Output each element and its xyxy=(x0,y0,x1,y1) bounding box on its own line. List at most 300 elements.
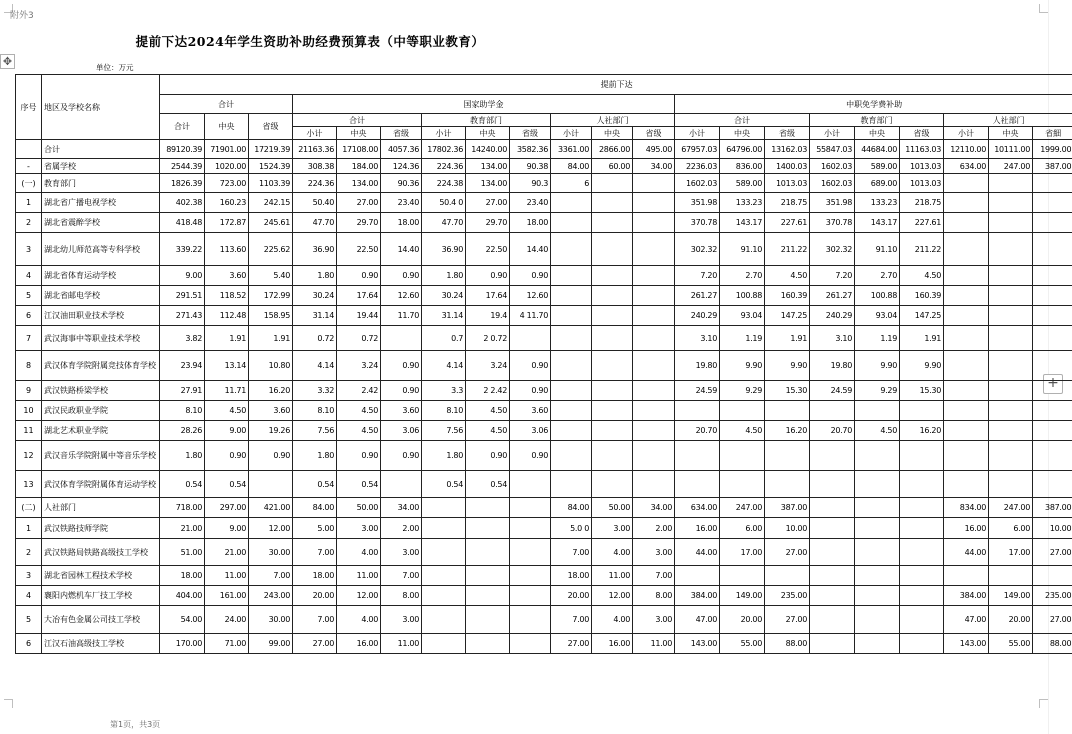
value-cell: 23.40 xyxy=(381,193,422,213)
value-cell: 60.00 xyxy=(592,159,633,174)
header-col-central: 中央 xyxy=(720,127,765,140)
value-cell xyxy=(810,401,855,421)
value-cell xyxy=(633,401,675,421)
value-cell: 9.00 xyxy=(205,518,249,539)
value-cell xyxy=(900,471,944,498)
value-cell xyxy=(765,471,810,498)
value-cell xyxy=(989,381,1033,401)
header-col-province: 省级 xyxy=(633,127,675,140)
value-cell: 19.4 xyxy=(466,306,510,326)
page-footer: 第1页，共3页 xyxy=(110,720,161,729)
table-row xyxy=(16,213,1072,233)
value-cell: 9.29 xyxy=(855,381,900,401)
row-seq: (一) xyxy=(16,174,42,193)
value-cell: 0.90 xyxy=(510,381,551,401)
header-waiver-edu: 教育部门 xyxy=(810,114,944,127)
value-cell: 55.00 xyxy=(989,634,1033,654)
value-cell: 387.00 xyxy=(1033,498,1072,518)
value-cell: 240.29 xyxy=(675,306,720,326)
value-cell xyxy=(900,634,944,654)
value-cell: 1999.00 xyxy=(1033,140,1072,159)
table-row xyxy=(16,606,1072,634)
value-cell: 247.00 xyxy=(989,159,1033,174)
header-col-province: 省级 xyxy=(381,127,422,140)
value-cell xyxy=(944,471,989,498)
value-cell: 218.75 xyxy=(900,193,944,213)
value-cell xyxy=(249,471,293,498)
value-cell xyxy=(989,471,1033,498)
value-cell xyxy=(510,498,551,518)
value-cell: 24.00 xyxy=(205,606,249,634)
value-cell: 0.54 xyxy=(422,471,466,498)
row-name: 教育部门 xyxy=(42,174,160,193)
value-cell: 18.00 xyxy=(510,213,551,233)
value-cell xyxy=(944,381,989,401)
row-seq: 5 xyxy=(16,286,42,306)
value-cell: 12.00 xyxy=(249,518,293,539)
value-cell xyxy=(466,498,510,518)
value-cell: 404.00 xyxy=(160,586,205,606)
value-cell: 0.72 xyxy=(337,326,381,351)
value-cell: 22.50 xyxy=(337,233,381,266)
value-cell: 27.00 xyxy=(337,193,381,213)
value-cell xyxy=(675,441,720,471)
value-cell: 44684.00 xyxy=(855,140,900,159)
value-cell xyxy=(466,539,510,566)
value-cell xyxy=(810,539,855,566)
value-cell: 30.00 xyxy=(249,539,293,566)
value-cell: 12.00 xyxy=(592,586,633,606)
value-cell: 13162.03 xyxy=(765,140,810,159)
header-col-central: 中央 xyxy=(989,127,1033,140)
value-cell xyxy=(633,174,675,193)
table-row xyxy=(16,174,1072,193)
value-cell xyxy=(675,566,720,586)
value-cell: 11.70 xyxy=(381,306,422,326)
row-name: 湖北省广播电视学校 xyxy=(42,193,160,213)
value-cell xyxy=(551,421,592,441)
value-cell: 271.43 xyxy=(160,306,205,326)
table-row xyxy=(16,286,1072,306)
value-cell: 0.90 xyxy=(381,381,422,401)
value-cell: 9.00 xyxy=(160,266,205,286)
value-cell xyxy=(381,471,422,498)
value-cell: 224.36 xyxy=(422,159,466,174)
table-move-handle-icon[interactable]: ✥ xyxy=(0,54,15,69)
row-name: 武汉音乐学院附属中等音乐学校 xyxy=(42,441,160,471)
value-cell: 0.54 xyxy=(337,471,381,498)
value-cell xyxy=(765,566,810,586)
value-cell xyxy=(592,174,633,193)
value-cell: 0.90 xyxy=(510,266,551,286)
value-cell xyxy=(1033,286,1072,306)
value-cell: 3361.00 xyxy=(551,140,592,159)
table-row xyxy=(16,566,1072,586)
value-cell: 16.20 xyxy=(249,381,293,401)
header-col-central: 中央 xyxy=(592,127,633,140)
value-cell: 4.50 xyxy=(855,421,900,441)
value-cell: 0.54 xyxy=(293,471,337,498)
value-cell: 247.00 xyxy=(720,498,765,518)
value-cell: 1602.03 xyxy=(810,174,855,193)
value-cell: 134.00 xyxy=(466,159,510,174)
value-cell: 100.88 xyxy=(855,286,900,306)
value-cell: 12110.00 xyxy=(944,140,989,159)
value-cell: 27.00 xyxy=(765,606,810,634)
value-cell: 8.00 xyxy=(633,586,675,606)
value-cell: 1013.03 xyxy=(900,174,944,193)
value-cell: 143.17 xyxy=(720,213,765,233)
value-cell xyxy=(592,306,633,326)
row-seq: 6 xyxy=(16,634,42,654)
value-cell: 27.00 xyxy=(551,634,592,654)
value-cell: 211.22 xyxy=(765,233,810,266)
value-cell: 54.00 xyxy=(160,606,205,634)
value-cell xyxy=(810,518,855,539)
header-grant-subtotal: 合计 xyxy=(293,114,422,127)
value-cell: 10.00 xyxy=(1033,518,1072,539)
value-cell xyxy=(466,566,510,586)
table-row xyxy=(16,401,1072,421)
value-cell xyxy=(592,471,633,498)
value-cell: 3.60 xyxy=(510,401,551,421)
value-cell xyxy=(592,193,633,213)
row-name: 大冶有色金属公司技工学校 xyxy=(42,606,160,634)
value-cell xyxy=(855,401,900,421)
value-cell xyxy=(1033,306,1072,326)
header-col-subtotal: 小计 xyxy=(293,127,337,140)
value-cell: 19.44 xyxy=(337,306,381,326)
value-cell: 634.00 xyxy=(675,498,720,518)
value-cell: 1.80 xyxy=(422,441,466,471)
value-cell: 19.26 xyxy=(249,421,293,441)
value-cell: 11.00 xyxy=(337,566,381,586)
value-cell: 4.50 xyxy=(466,421,510,441)
value-cell: 247.00 xyxy=(989,498,1033,518)
header-col-central: 中央 xyxy=(466,127,510,140)
value-cell: 0.90 xyxy=(510,351,551,381)
document-title: 提前下达2024年学生资助补助经费预算表（中等职业教育） xyxy=(135,34,485,49)
value-cell xyxy=(855,539,900,566)
value-cell: 161.00 xyxy=(205,586,249,606)
value-cell xyxy=(510,539,551,566)
value-cell: 3.60 xyxy=(381,401,422,421)
value-cell: 88.00 xyxy=(765,634,810,654)
row-seq: 1 xyxy=(16,193,42,213)
row-name: 湖北幼儿师范高等专科学校 xyxy=(42,233,160,266)
value-cell: 71.00 xyxy=(205,634,249,654)
value-cell xyxy=(592,286,633,306)
value-cell: 1013.03 xyxy=(900,159,944,174)
header-name: 地区及学校名称 xyxy=(42,75,160,140)
row-name: 湖北艺术职业学院 xyxy=(42,421,160,441)
value-cell: 3.06 xyxy=(381,421,422,441)
value-cell: 387.00 xyxy=(765,498,810,518)
value-cell: 91.10 xyxy=(855,233,900,266)
value-cell: 7.00 xyxy=(551,606,592,634)
value-cell: 7.56 xyxy=(293,421,337,441)
table-row xyxy=(16,159,1072,174)
header-grant-edu: 教育部门 xyxy=(422,114,551,127)
value-cell: 339.22 xyxy=(160,233,205,266)
value-cell: 0.90 xyxy=(337,266,381,286)
value-cell: 3.00 xyxy=(381,539,422,566)
value-cell: 51.00 xyxy=(160,539,205,566)
value-cell xyxy=(1033,381,1072,401)
value-cell xyxy=(592,326,633,351)
value-cell: 211.22 xyxy=(900,233,944,266)
value-cell: 36.90 xyxy=(293,233,337,266)
value-cell: 11.00 xyxy=(633,634,675,654)
value-cell: 0.54 xyxy=(205,471,249,498)
value-cell: 1020.00 xyxy=(205,159,249,174)
value-cell: 143.17 xyxy=(855,213,900,233)
value-cell: 50.4 0 xyxy=(422,193,466,213)
value-cell xyxy=(989,233,1033,266)
value-cell xyxy=(675,471,720,498)
value-cell: 17802.36 xyxy=(422,140,466,159)
value-cell xyxy=(944,213,989,233)
value-cell: 17.64 xyxy=(466,286,510,306)
value-cell xyxy=(592,351,633,381)
value-cell: 16.20 xyxy=(900,421,944,441)
page-corner-mark xyxy=(1039,4,1048,13)
value-cell: 2236.03 xyxy=(675,159,720,174)
value-cell: 0.7 xyxy=(422,326,466,351)
add-column-plus-icon[interactable]: + xyxy=(1043,374,1063,394)
value-cell xyxy=(422,606,466,634)
value-cell: 47.00 xyxy=(675,606,720,634)
value-cell: 31.14 xyxy=(422,306,466,326)
value-cell: 14.40 xyxy=(510,233,551,266)
value-cell: 20.00 xyxy=(989,606,1033,634)
value-cell xyxy=(510,634,551,654)
value-cell: 0.54 xyxy=(160,471,205,498)
row-seq: 6 xyxy=(16,306,42,326)
value-cell xyxy=(900,539,944,566)
table-row xyxy=(16,518,1072,539)
value-cell xyxy=(765,401,810,421)
value-cell: 124.36 xyxy=(381,159,422,174)
value-cell: 20.70 xyxy=(810,421,855,441)
value-cell xyxy=(592,381,633,401)
value-cell xyxy=(551,441,592,471)
value-cell xyxy=(592,213,633,233)
value-cell xyxy=(944,421,989,441)
value-cell: 21163.36 xyxy=(293,140,337,159)
value-cell xyxy=(810,441,855,471)
value-cell xyxy=(900,586,944,606)
value-cell: 4.50 xyxy=(337,401,381,421)
value-cell: 91.10 xyxy=(720,233,765,266)
value-cell: 4.00 xyxy=(337,606,381,634)
value-cell: 4.00 xyxy=(592,539,633,566)
value-cell: 11.00 xyxy=(205,566,249,586)
value-cell: 22.50 xyxy=(466,233,510,266)
value-cell: 4.14 xyxy=(422,351,466,381)
value-cell xyxy=(1033,401,1072,421)
table-row xyxy=(16,634,1072,654)
value-cell: 1.80 xyxy=(160,441,205,471)
value-cell xyxy=(551,401,592,421)
page-corner-mark xyxy=(1039,699,1048,708)
header-waiver-hr: 人社部门 xyxy=(944,114,1072,127)
value-cell: 11.71 xyxy=(205,381,249,401)
header-col-central: 中央 xyxy=(855,127,900,140)
value-cell: 3.3 xyxy=(422,381,466,401)
value-cell: 16.20 xyxy=(765,421,810,441)
value-cell: 12.60 xyxy=(510,286,551,306)
value-cell xyxy=(944,566,989,586)
value-cell: 495.00 xyxy=(633,140,675,159)
value-cell: 2866.00 xyxy=(592,140,633,159)
value-cell: 28.26 xyxy=(160,421,205,441)
row-name: 合计 xyxy=(42,140,160,159)
value-cell: 20.00 xyxy=(551,586,592,606)
value-cell xyxy=(592,266,633,286)
value-cell xyxy=(633,193,675,213)
value-cell: 834.00 xyxy=(944,498,989,518)
row-seq: - xyxy=(16,159,42,174)
row-name: 武汉铁路局铁路高级技工学校 xyxy=(42,539,160,566)
value-cell xyxy=(944,351,989,381)
row-name: 湖北省震醉学校 xyxy=(42,213,160,233)
value-cell: 18.00 xyxy=(160,566,205,586)
value-cell: 11.00 xyxy=(592,566,633,586)
header-col-total: 合计 xyxy=(160,114,205,140)
value-cell xyxy=(900,518,944,539)
value-cell: 8.10 xyxy=(293,401,337,421)
value-cell xyxy=(855,586,900,606)
header-col-province: 省级 xyxy=(510,127,551,140)
value-cell xyxy=(855,566,900,586)
value-cell: 7.56 xyxy=(422,421,466,441)
value-cell: 8.10 xyxy=(160,401,205,421)
table-row xyxy=(16,140,1072,159)
value-cell: 5.0 0 xyxy=(551,518,592,539)
value-cell xyxy=(422,539,466,566)
value-cell: 10.80 xyxy=(249,351,293,381)
value-cell: 24.59 xyxy=(810,381,855,401)
value-cell: 184.00 xyxy=(337,159,381,174)
value-cell: 0.54 xyxy=(466,471,510,498)
value-cell: 17219.39 xyxy=(249,140,293,159)
value-cell: 44.00 xyxy=(944,539,989,566)
row-name: 湖北省邮电学校 xyxy=(42,286,160,306)
value-cell: 3.60 xyxy=(249,401,293,421)
value-cell: 0.90 xyxy=(466,441,510,471)
value-cell xyxy=(422,566,466,586)
row-name: 武汉铁路技师学院 xyxy=(42,518,160,539)
value-cell: 3.24 xyxy=(466,351,510,381)
row-seq: 1 xyxy=(16,518,42,539)
value-cell: 13.14 xyxy=(205,351,249,381)
value-cell: 4057.36 xyxy=(381,140,422,159)
value-cell: 90.36 xyxy=(381,174,422,193)
value-cell: 0.90 xyxy=(381,441,422,471)
value-cell xyxy=(633,351,675,381)
value-cell: 7.20 xyxy=(675,266,720,286)
value-cell xyxy=(633,213,675,233)
value-cell: 9.00 xyxy=(205,421,249,441)
value-cell: 15.30 xyxy=(765,381,810,401)
value-cell xyxy=(855,606,900,634)
row-seq: 12 xyxy=(16,441,42,471)
value-cell: 0.90 xyxy=(205,441,249,471)
value-cell: 29.70 xyxy=(466,213,510,233)
value-cell: 245.61 xyxy=(249,213,293,233)
value-cell xyxy=(900,401,944,421)
row-seq xyxy=(16,140,42,159)
value-cell xyxy=(510,606,551,634)
row-seq: 3 xyxy=(16,233,42,266)
header-waiver-subtotal: 合计 xyxy=(675,114,810,127)
value-cell: 34.00 xyxy=(633,159,675,174)
value-cell xyxy=(466,606,510,634)
value-cell xyxy=(900,441,944,471)
value-cell: 27.91 xyxy=(160,381,205,401)
value-cell: 7.00 xyxy=(551,539,592,566)
value-cell: 402.38 xyxy=(160,193,205,213)
value-cell: 1.91 xyxy=(900,326,944,351)
value-cell: 3.00 xyxy=(633,539,675,566)
row-name: 武汉民政职业学院 xyxy=(42,401,160,421)
value-cell: 29.70 xyxy=(337,213,381,233)
row-seq: (二) xyxy=(16,498,42,518)
value-cell: 31.14 xyxy=(293,306,337,326)
value-cell: 84.00 xyxy=(551,159,592,174)
value-cell xyxy=(720,441,765,471)
value-cell xyxy=(1033,193,1072,213)
value-cell xyxy=(989,193,1033,213)
value-cell: 4.14 xyxy=(293,351,337,381)
value-cell: 50.40 xyxy=(293,193,337,213)
value-cell xyxy=(944,193,989,213)
value-cell: 0.72 xyxy=(293,326,337,351)
table-row xyxy=(16,193,1072,213)
value-cell: 218.75 xyxy=(765,193,810,213)
value-cell: 1524.39 xyxy=(249,159,293,174)
value-cell: 0.90 xyxy=(249,441,293,471)
value-cell: 9.90 xyxy=(765,351,810,381)
value-cell: 14240.00 xyxy=(466,140,510,159)
value-cell: 4.50 xyxy=(900,266,944,286)
value-cell: 18.00 xyxy=(551,566,592,586)
value-cell xyxy=(944,174,989,193)
value-cell: 12.60 xyxy=(381,286,422,306)
value-cell: 240.29 xyxy=(810,306,855,326)
value-cell xyxy=(1033,266,1072,286)
value-cell xyxy=(1033,351,1072,381)
value-cell: 160.39 xyxy=(765,286,810,306)
value-cell: 27.00 xyxy=(293,634,337,654)
value-cell: 224.36 xyxy=(293,174,337,193)
header-col-central: 中央 xyxy=(205,114,249,140)
header-col-subtotal: 小计 xyxy=(422,127,466,140)
value-cell: 1.91 xyxy=(765,326,810,351)
value-cell xyxy=(422,498,466,518)
value-cell xyxy=(675,401,720,421)
value-cell xyxy=(551,351,592,381)
row-seq: 5 xyxy=(16,606,42,634)
value-cell: 3.32 xyxy=(293,381,337,401)
row-seq: 11 xyxy=(16,421,42,441)
header-col-central: 中央 xyxy=(337,127,381,140)
value-cell: 100.88 xyxy=(720,286,765,306)
value-cell: 308.38 xyxy=(293,159,337,174)
row-seq: 2 xyxy=(16,539,42,566)
value-cell: 2.00 xyxy=(633,518,675,539)
